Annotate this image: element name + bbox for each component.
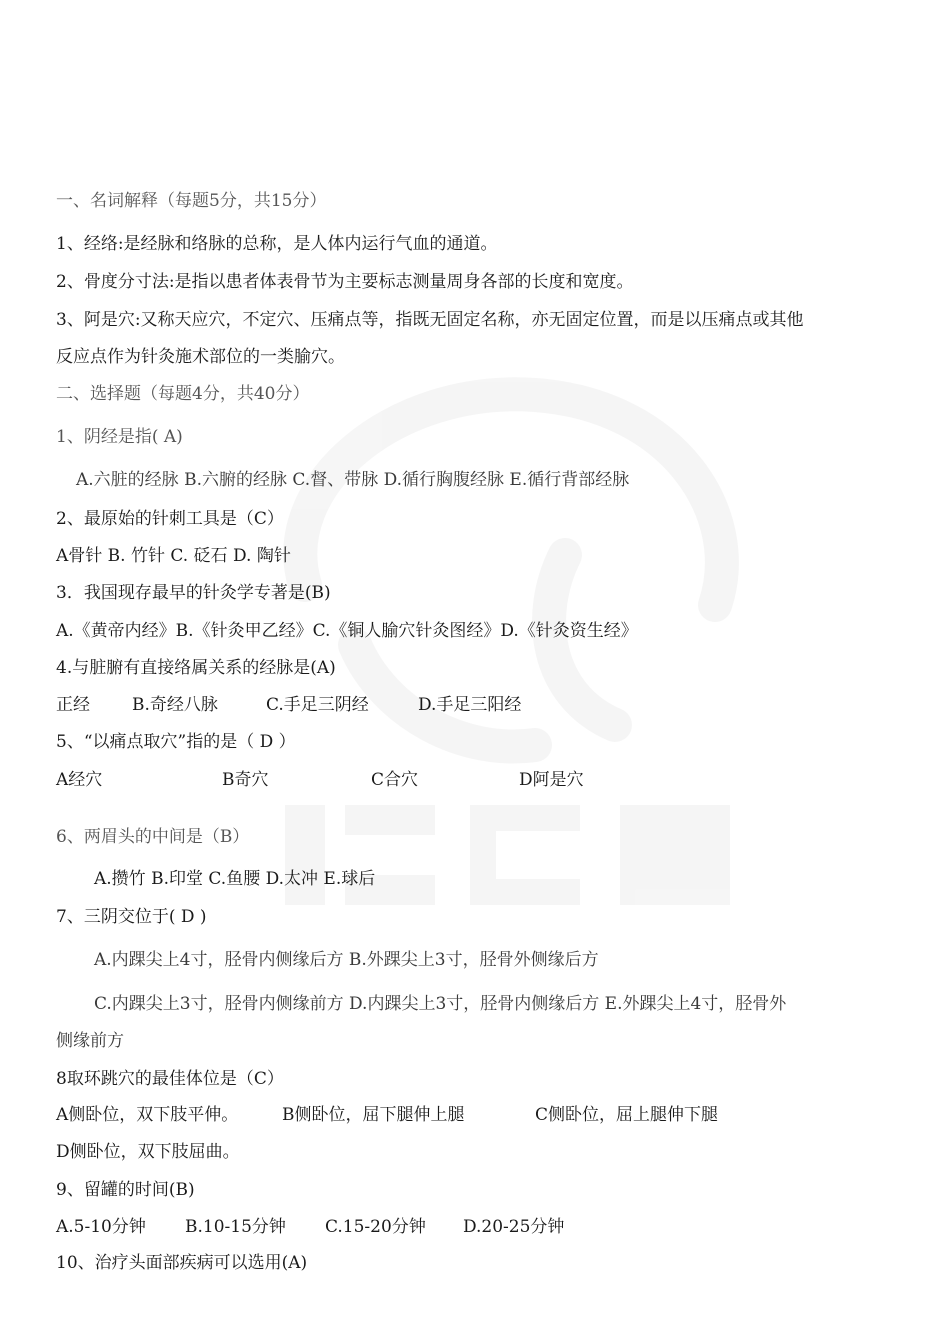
question-options: A骨针 B. 竹针 C. 砭石 D. 陶针 (56, 546, 291, 566)
section-heading-choice: 二、选择题（每题4分，共40分） (56, 384, 310, 404)
watermark-logo (235, 365, 755, 925)
question-stem: 8取环跳穴的最佳体位是（C） (56, 1069, 284, 1089)
option-a: A侧卧位，双下肢平伸。 (56, 1105, 239, 1125)
option-b: B.奇经八脉 (132, 695, 218, 715)
option-b: B奇穴 (222, 770, 269, 790)
question-options: C.内踝尖上3寸，胫骨内侧缘前方 D.内踝尖上3寸，胫骨内侧缘后方 E.外踝尖上4寸，胫骨外 (94, 994, 787, 1014)
option-c: C侧卧位，屈上腿伸下腿 (535, 1105, 719, 1125)
question-options: A.内踝尖上4寸，胫骨内侧缘后方 B.外踝尖上3寸，胫骨外侧缘后方 (94, 950, 599, 970)
definition-item: 3、阿是穴:又称天应穴，不定穴、压痛点等，指既无固定名称，亦无固定位置，而是以压痛点或其他 (56, 310, 804, 330)
definition-item: 2、骨度分寸法:是指以患者体表骨节为主要标志测量周身各部的长度和宽度。 (56, 272, 634, 292)
question-stem: 9、留罐的时间(B) (56, 1180, 195, 1200)
option-a: 正经 (56, 695, 90, 715)
option-c: C.手足三阴经 (266, 695, 369, 715)
question-stem: 2、最原始的针刺工具是（C） (56, 509, 284, 529)
question-options: A.攒竹 B.印堂 C.鱼腰 D.太冲 E.球后 (94, 869, 376, 889)
definition-item: 1、经络:是经脉和络脉的总称，是人体内运行气血的通道。 (56, 234, 498, 254)
question-stem: 5、“以痛点取穴”指的是（ D ） (56, 732, 296, 752)
question-stem-cut-off (56, 1253, 308, 1273)
option-b: B.10-15分钟 (185, 1217, 286, 1237)
section-heading-definitions: 一、名词解释（每题5分，共15分） (56, 191, 327, 211)
option-d: D.20-25分钟 (463, 1217, 565, 1237)
question-stem: 10、治疗头面部疾病可以选用(A) (56, 1253, 308, 1273)
question-stem: 6、两眉头的中间是（B） (56, 827, 250, 847)
option-c: C.15-20分钟 (325, 1217, 426, 1237)
question-options: A.《黄帝内经》B.《针灸甲乙经》C.《铜人腧穴针灸图经》D.《针灸资生经》 (56, 621, 638, 641)
question-options: A.六脏的经脉 B.六腑的经脉 C.督、带脉 D.循行胸腹经脉 E.循行背部经脉 (76, 470, 630, 490)
question-stem: 1、阴经是指( A) (56, 427, 183, 447)
question-stem: 4.与脏腑有直接络属关系的经脉是(A) (56, 658, 336, 678)
option-d: D侧卧位，双下肢屈曲。 (56, 1142, 240, 1162)
question-options-continued: 侧缘前方 (56, 1031, 124, 1051)
question-stem: 7、三阴交位于( D ) (56, 907, 207, 927)
option-c: C合穴 (371, 770, 419, 790)
option-d: D阿是穴 (519, 770, 584, 790)
definition-item-continued: 反应点作为针灸施术部位的一类腧穴。 (56, 347, 345, 367)
option-d: D.手足三阳经 (418, 695, 522, 715)
option-a: A.5-10分钟 (56, 1217, 146, 1237)
option-b: B侧卧位，屈下腿伸上腿 (282, 1105, 465, 1125)
question-stem: 3．我国现存最早的针灸学专著是(B) (56, 583, 331, 603)
option-a: A经穴 (56, 770, 103, 790)
